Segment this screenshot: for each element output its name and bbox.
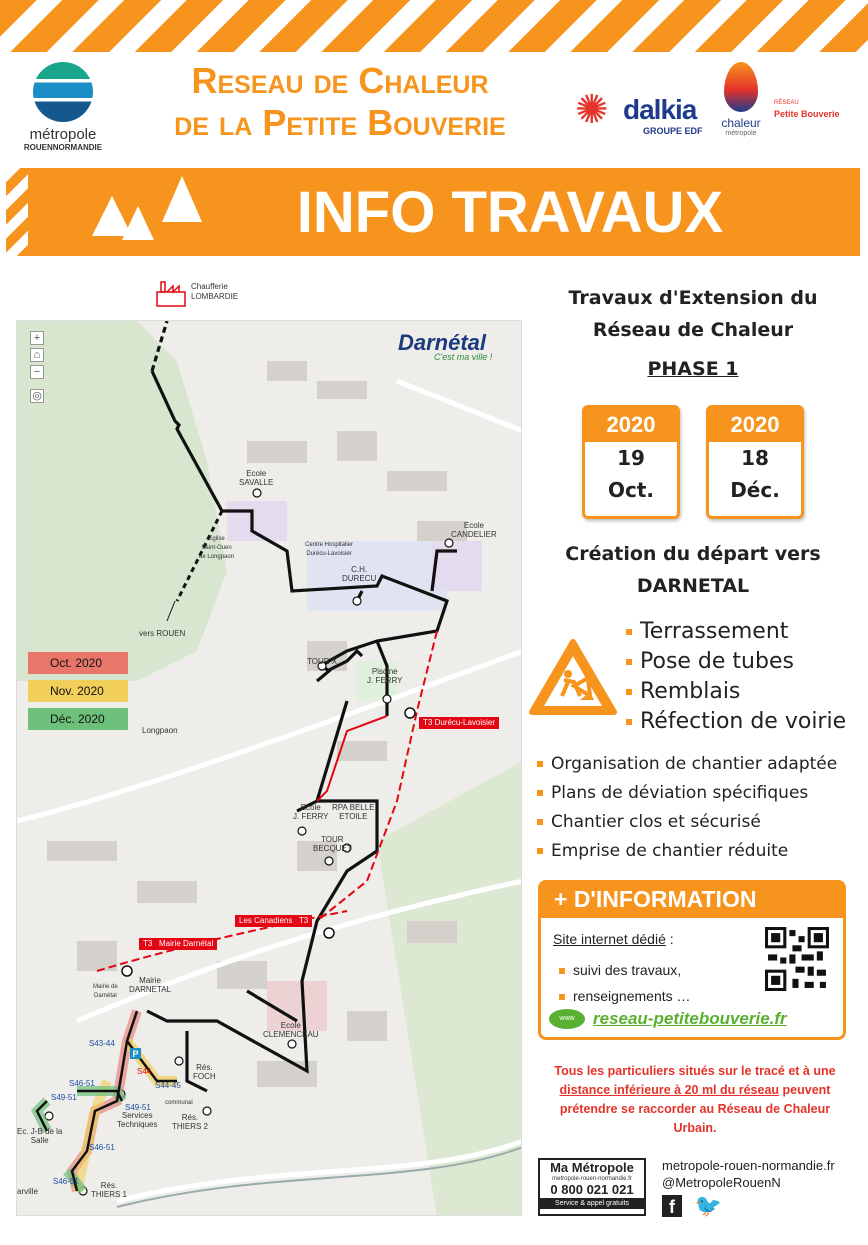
header-stripes: [0, 0, 868, 52]
label-vers-rouen: vers ROUEN: [139, 629, 186, 638]
title-line-2: de la Petite Bouverie: [174, 102, 506, 143]
branch-label-s46-51b: S46-51: [89, 1143, 115, 1152]
label-tour-becquet: TOUR BECQUET: [313, 835, 352, 853]
start-day: 19: [617, 446, 645, 470]
roadwork-warning-icon: [528, 638, 618, 718]
ma-metropole-title: Ma Métropole: [550, 1160, 634, 1175]
www-icon: www: [549, 1009, 585, 1029]
label-eglise: Eglise Saint-Ouen de Longpaon: [199, 536, 235, 560]
end-day: 18: [741, 446, 769, 470]
reseau-tag-line-2: Petite Bouverie: [774, 109, 840, 119]
forest-area: [17, 321, 227, 681]
label-centre-hospitalier: Centre Hospitalier Durécu-Lavoisier: [305, 542, 354, 557]
reseau-petite-bouverie-tag: [774, 98, 864, 120]
title-line-1: Reseau de Chaleur: [191, 60, 489, 101]
chaleur-sub: métropole: [725, 130, 757, 137]
label-communal: communal: [165, 1100, 193, 1106]
metropole-emblem-icon: [33, 62, 93, 122]
dalkia-sub: GROUPE EDF: [643, 126, 703, 136]
home-button[interactable]: ⌂: [30, 348, 44, 362]
branch-label-s44-45: S44-45: [155, 1081, 181, 1090]
banner-notch: [6, 168, 28, 256]
site-url-link[interactable]: reseau-petitebouverie.fr: [593, 1009, 787, 1028]
darnetal-name: Darnétal: [398, 330, 487, 355]
darnetal-logo: [398, 330, 518, 370]
flame-icon: [724, 62, 758, 112]
ma-metropole-phone: 0 800 021 021: [550, 1182, 634, 1197]
label-ecole-savalle: Ecole SAVALLE: [239, 469, 274, 487]
zoom-in-button[interactable]: +: [30, 331, 44, 345]
end-month: Déc.: [730, 478, 780, 502]
branch-label-s49-51b: S49-51: [125, 1103, 151, 1112]
branch-label-s44: S44: [137, 1067, 152, 1076]
works-title-line-2: Réseau de Chaleur: [592, 319, 794, 341]
start-year: 2020: [585, 408, 677, 442]
metropole-logo: [18, 62, 108, 152]
label-mairie-darnetal: Mairie DARNETAL: [129, 976, 172, 994]
info-item: suivi des travaux,: [559, 957, 691, 983]
footer-twitter-handle[interactable]: @MetropoleRouenN: [662, 1175, 781, 1190]
svg-text:P: P: [132, 1049, 139, 1059]
footer-website-link[interactable]: metropole-rouen-normandie.fr: [662, 1158, 835, 1173]
label-res-foch: Rés. FOCH: [193, 1063, 216, 1081]
works-title: [540, 282, 846, 346]
metropole-sub: ROUENNORMANDIE: [23, 143, 103, 152]
traffic-cones-icon: [92, 172, 222, 252]
work-item: Pose de tubes: [626, 647, 866, 677]
dalkia-star-icon: ✺: [575, 88, 609, 132]
label-res-thiers2: Rés. THIERS 2: [172, 1113, 209, 1131]
works-list: [626, 617, 866, 737]
network-map[interactable]: [16, 320, 522, 1216]
label-carville: arville: [17, 1187, 38, 1196]
chaufferie-label-1: Chaufferie: [191, 282, 228, 291]
facebook-icon[interactable]: f: [662, 1195, 682, 1217]
legend-dec: Déc. 2020: [28, 708, 128, 730]
works-title-line-1: Travaux d'Extension du: [568, 287, 818, 309]
contact-info: [662, 1157, 835, 1191]
chaufferie-label-2: LOMBARDIE: [191, 292, 239, 301]
legend-oct: Oct. 2020: [28, 652, 128, 674]
end-year: 2020: [709, 408, 801, 442]
info-box: [538, 880, 846, 1040]
label-services-techniques: Services Techniques: [117, 1111, 158, 1129]
label-rpa: RPA BELLE ETOILE: [332, 803, 375, 821]
zoom-out-button[interactable]: −: [30, 365, 44, 379]
work-item: Réfection de voirie: [626, 707, 866, 737]
label-ec-jb: Ec. J-B de la Salle: [17, 1127, 63, 1145]
tram-label-mairie: T3 Mairie Darnétal: [139, 938, 217, 950]
label-ecole-ferry: Ecole J. FERRY: [293, 803, 329, 821]
creation-title: [540, 538, 846, 602]
label-ch-durecu: C.H. DURECU: [342, 565, 377, 583]
site-label: Site internet dédié :: [553, 931, 674, 947]
social-icons: [662, 1193, 722, 1219]
organisation-item: Organisation de chantier adaptée: [537, 750, 857, 779]
info-list: [559, 957, 691, 1009]
end-date-box: [706, 405, 804, 519]
metropole-name: métropole: [29, 126, 97, 143]
chaufferie-marker: [155, 280, 265, 310]
branch-nov-2: [77, 1081, 107, 1191]
darnetal-slogan: C'est ma ville !: [434, 352, 493, 362]
twitter-icon[interactable]: 🐦: [694, 1193, 722, 1218]
label-longpaon: Longpaon: [142, 726, 178, 735]
branch-label-s46-51c: S46-51: [53, 1177, 79, 1186]
start-date-box: [582, 405, 680, 519]
info-heading: + D'INFORMATION: [538, 880, 846, 918]
tram-label-canadiens: Les Canadiens T3: [235, 915, 312, 927]
work-item: Remblais: [626, 677, 866, 707]
phase-label: PHASE 1: [647, 358, 739, 380]
ma-metropole-phone-note: Service & appel gratuits: [540, 1198, 644, 1209]
locate-button[interactable]: ◎: [30, 389, 44, 403]
label-ecole-clemenceau: Ecole CLEMENCEAU: [263, 1021, 319, 1039]
branch-label-s43-44: S43-44: [89, 1039, 115, 1048]
factory-icon: [155, 280, 187, 308]
banner-title: INFO TRAVAUX: [296, 180, 724, 245]
branch-label-s49-51a: S49-51: [51, 1093, 77, 1102]
label-ecole-candelier: Ecole CANDELIER: [451, 521, 497, 539]
tram-label-t3-durecu: T3 Durécu-Lavoisier: [419, 717, 499, 729]
ma-metropole-url: metropole-rouen-normandie.fr: [552, 1176, 632, 1182]
connection-note: Tous les particuliers situés sur le tracé et à une distance inférieure à 20 ml du réseau peuvent prétendre se raccorder au Réseau de Chaleur Urbain.: [554, 1064, 836, 1135]
label-mairie-de-darnetal: Mairie de Darnétal: [93, 984, 118, 999]
organisation-list: [537, 750, 857, 866]
legend-nov: Nov. 2020: [28, 680, 128, 702]
work-item: Terrassement: [626, 617, 866, 647]
ma-metropole-box: [538, 1158, 646, 1216]
label-tour-x: TOUR X: [307, 657, 338, 666]
ecole-candelier-zone: [432, 541, 482, 591]
qr-code-icon[interactable]: [765, 927, 829, 991]
page-title: [130, 60, 550, 144]
label-piscine: Piscine J. FERRY: [367, 667, 403, 685]
chaleur-name: chaleur: [721, 116, 761, 130]
dalkia-name: dalkia: [623, 94, 697, 125]
info-item: renseignements …: [559, 983, 691, 1009]
organisation-item: Chantier clos et sécurisé: [537, 808, 857, 837]
organisation-item: Emprise de chantier réduite: [537, 837, 857, 866]
organisation-item: Plans de déviation spécifiques: [537, 779, 857, 808]
start-month: Oct.: [607, 478, 654, 502]
creation-line-2: DARNETAL: [636, 575, 750, 597]
branch-label-s46-51a: S46-51: [69, 1079, 95, 1088]
creation-line-1: Création du départ vers: [565, 543, 821, 565]
label-res-thiers1: Rés. THIERS 1: [91, 1181, 128, 1199]
reseau-tag-line-1: RÉSEAU: [774, 100, 799, 106]
chaleur-metropole-logo: [712, 62, 770, 137]
